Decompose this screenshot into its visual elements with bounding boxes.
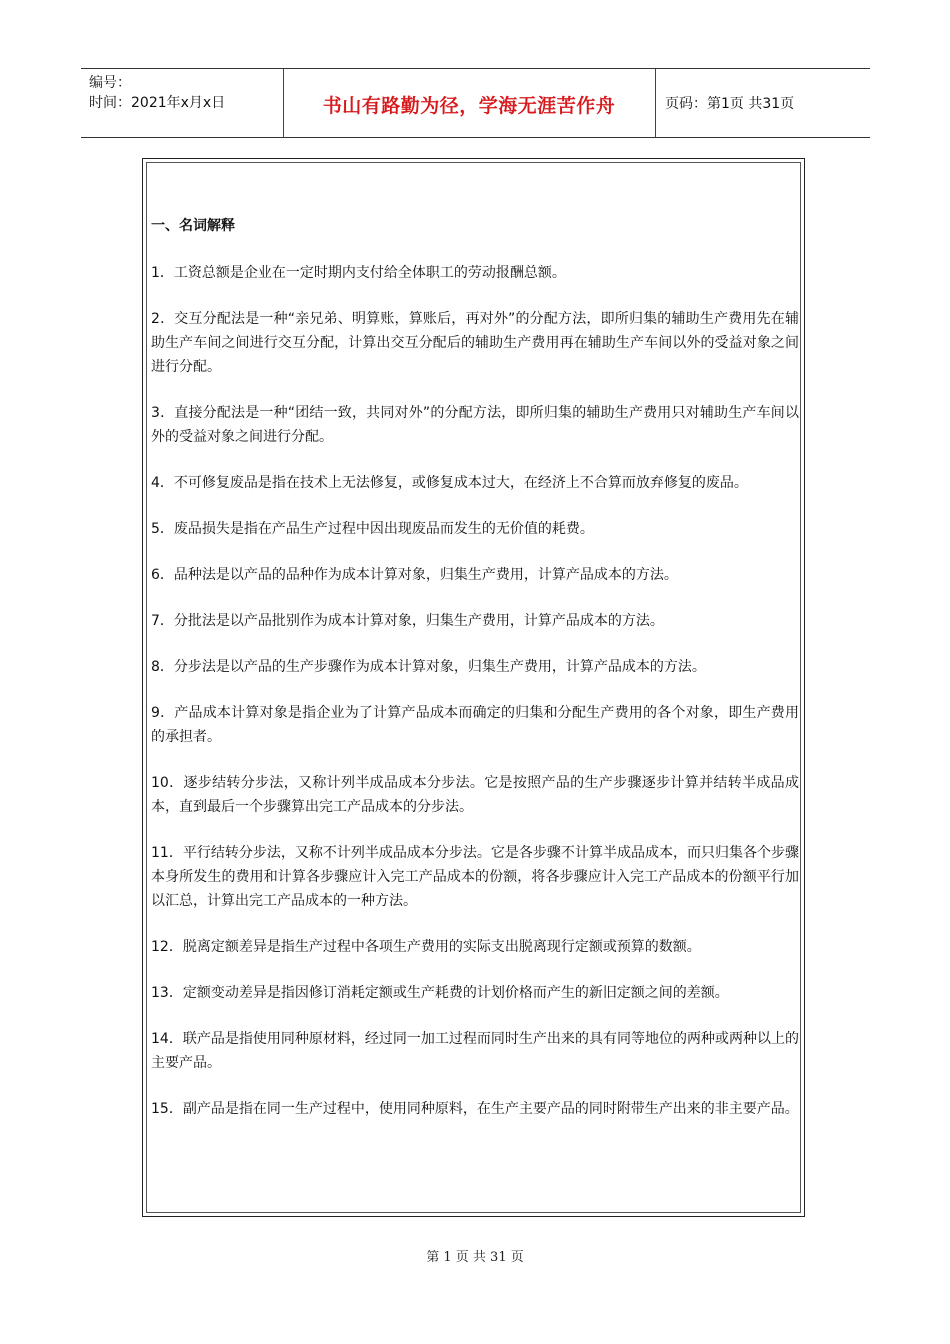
content-frame: [142, 158, 805, 1217]
term-definition: 9．产品成本计算对象是指企业为了计算产品成本而确定的归集和分配生产费用的各个对象，即生产费用的承担者。: [151, 705, 799, 745]
term-definition: 11．平行结转分步法，又称不计列半成品成本分步法。它是各步骤不计算半成品成本，而只归集各个步骤本身所发生的费用和计算各步骤应计入完工产品成本的份额，将各步骤应计入完工产品成本的份额平行加以汇总，计算出完工产品成本的一种方法。: [151, 845, 799, 909]
term-definition: 14．联产品是指使用同种原材料，经过同一加工过程而同时生产出来的具有同等地位的两种或两种以上的主要产品。: [151, 1031, 799, 1071]
header-divider: [655, 69, 656, 137]
term-definition: 8．分步法是以产品的生产步骤作为成本计算对象，归集生产费用，计算产品成本的方法。: [151, 659, 706, 675]
term-definition: 13．定额变动差异是指因修订消耗定额或生产耗费的计划价格而产生的新旧定额之间的差额。: [151, 985, 729, 1001]
term-definition: 12．脱离定额差异是指生产过程中各项生产费用的实际支出脱离现行定额或预算的数额。: [151, 939, 701, 955]
term-definition: 2．交互分配法是一种“亲兄弟、明算账，算账后，再对外”的分配方法，即所归集的辅助生产费用先在辅助生产车间之间进行交互分配，计算出交互分配后的辅助生产费用再在辅助生产车间以外的受益对象之间进行分配。: [151, 311, 799, 375]
content-body: [151, 213, 799, 1143]
page-footer: 第 1 页 共 31 页: [426, 1250, 524, 1265]
header-meta: [89, 73, 225, 113]
time-label: 时间：2021年x月x日: [89, 95, 226, 111]
term-definition: 15．副产品是指在同一生产过程中，使用同种原料，在生产主要产品的同时附带生产出来的非主要产品。: [151, 1101, 799, 1117]
term-definition: 10．逐步结转分步法，又称计列半成品成本分步法。它是按照产品的生产步骤逐步计算并结转半成品成本，直到最后一个步骤算出完工产品成本的分步法。: [151, 775, 799, 815]
header-page-label: 页码：第1页 共31页: [665, 96, 795, 112]
term-definition: 7．分批法是以产品批别作为成本计算对象，归集生产费用，计算产品成本的方法。: [151, 613, 664, 629]
header-motto: 书山有路勤为径，学海无涯苦作舟: [322, 95, 616, 117]
section-title: 一、名词解释: [151, 218, 235, 234]
term-definition: 4．不可修复废品是指在技术上无法修复，或修复成本过大，在经济上不合算而放弃修复的废品。: [151, 475, 748, 491]
content-frame-inner: [146, 162, 801, 1213]
term-definition: 1．工资总额是企业在一定时期内支付给全体职工的劳动报酬总额。: [151, 265, 566, 281]
page-header: [81, 68, 870, 138]
term-definition: 3．直接分配法是一种“团结一致，共同对外”的分配方法，即所归集的辅助生产费用只对辅助生产车间以外的受益对象之间进行分配。: [151, 405, 799, 445]
term-definition: 6．品种法是以产品的品种作为成本计算对象，归集生产费用，计算产品成本的方法。: [151, 567, 678, 583]
term-definition: 5．废品损失是指在产品生产过程中因出现废品而发生的无价值的耗费。: [151, 521, 594, 537]
number-label: 编号：: [89, 75, 131, 91]
